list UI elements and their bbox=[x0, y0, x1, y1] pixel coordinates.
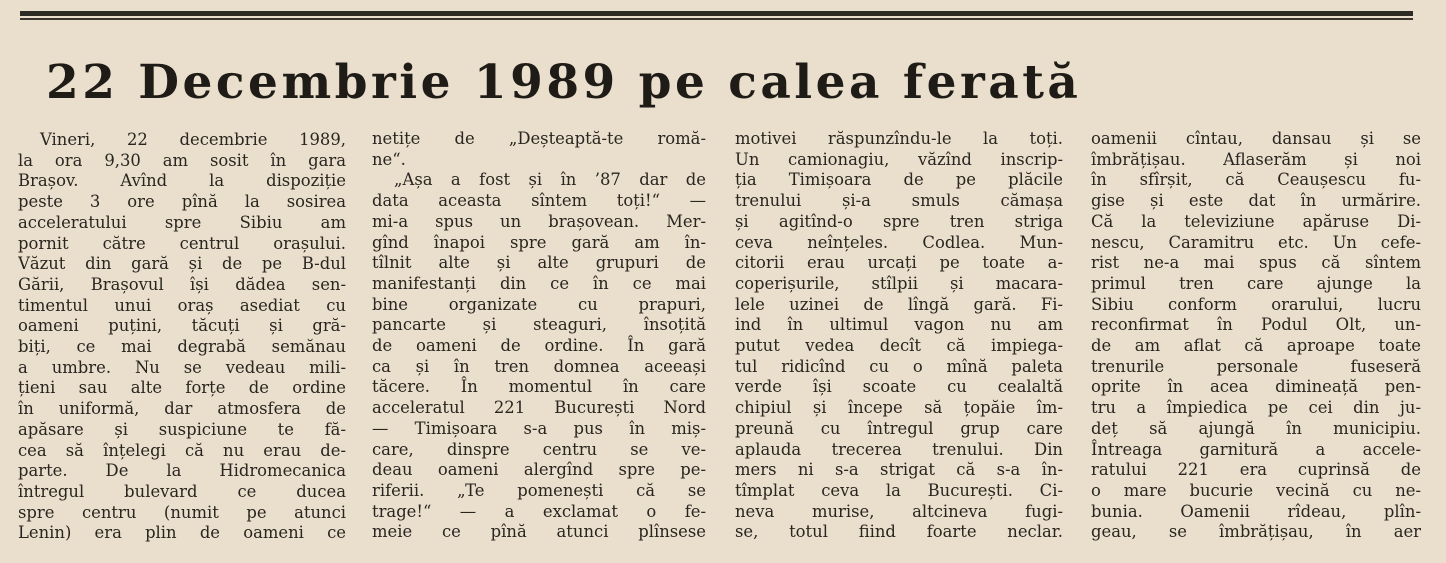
article-text-line: tru a împiedica pe cei din ju- bbox=[1091, 398, 1421, 418]
article-text-line: în sfîrșit, că Ceaușescu fu- bbox=[1091, 170, 1421, 190]
article-text-line: gise și este dat în urmărire. bbox=[1091, 191, 1421, 211]
article-text-line: ția Timișoara de pe plăcile bbox=[735, 170, 1063, 190]
article-text-line: oamenii cîntau, dansau și se bbox=[1091, 129, 1421, 148]
article-text-line: ratului 221 era cuprinsă de bbox=[1091, 460, 1421, 480]
article-text-line: tul ridicînd cu o mînă paleta bbox=[735, 356, 1063, 376]
article-text-line: primul tren care ajunge la bbox=[1091, 273, 1421, 293]
article-text-line: trenurile personale fuseseră bbox=[1091, 356, 1421, 376]
article-text-line: „Așa a fost și în ’87 dar de bbox=[394, 170, 706, 190]
article-text-line: — Timișoara s-a pus în miș- bbox=[372, 418, 706, 438]
article-text-line: de am aflat că aproape toate bbox=[1091, 336, 1421, 356]
article-text-line: mi-a spus un brașovean. Mer- bbox=[372, 211, 706, 231]
article-column-1 bbox=[18, 130, 346, 563]
article-text-line: întregul bulevard ce ducea bbox=[18, 481, 346, 501]
article-column-4 bbox=[1091, 129, 1421, 562]
article-text-line: a umbre. Nu se vedeau mili- bbox=[18, 357, 346, 377]
article-headline: 22 Decembrie 1989 pe calea ferată bbox=[46, 55, 1082, 110]
article-text-line: neva murise, altcineva fugi- bbox=[735, 501, 1063, 521]
article-text-line: netițe de „Deșteaptă-te romă- bbox=[372, 129, 706, 148]
article-text-line: meie ce pînă atunci plînsese bbox=[372, 522, 706, 542]
article-text-line: trenului și-a smuls cămașa bbox=[735, 191, 1063, 211]
article-text-line: care, dinspre centru se ve- bbox=[372, 439, 706, 459]
article-text-line: ca și în tren domnea aceeași bbox=[372, 356, 706, 376]
article-text-line: apăsare și suspiciune te fă- bbox=[18, 419, 346, 439]
article-text-line: îmbrățișau. Aflaserăm și noi bbox=[1091, 149, 1421, 169]
article-text-line: Un camionagiu, văzînd inscrip- bbox=[735, 149, 1063, 169]
article-text-line: țieni sau alte forțe de ordine bbox=[18, 378, 346, 398]
article-text-line: spre centru (numit pe atunci bbox=[18, 502, 346, 522]
header-rule-thin bbox=[20, 18, 1413, 20]
article-text-line: pancarte și steaguri, însoțită bbox=[372, 315, 706, 335]
header-rule-thick bbox=[20, 11, 1413, 16]
article-text-line: tîlnit alte și alte grupuri de bbox=[372, 253, 706, 273]
article-text-line: oameni puțini, tăcuți și gră- bbox=[18, 316, 346, 336]
article-text-line: se, totul fiind foarte neclar. bbox=[735, 522, 1063, 542]
article-text-line: citorii erau urcați pe toate a- bbox=[735, 253, 1063, 273]
article-text-line: putut vedea decît că impiega- bbox=[735, 336, 1063, 356]
article-text-line: la ora 9,30 am sosit în gara bbox=[18, 150, 346, 170]
article-text-line: chipiul și începe să țopăie îm- bbox=[735, 398, 1063, 418]
article-text-line: data aceasta sîntem toți!“ — bbox=[372, 191, 706, 211]
article-text-line: în uniformă, dar atmosfera de bbox=[18, 399, 346, 419]
article-text-line: gînd înapoi spre gară am în- bbox=[372, 232, 706, 252]
article-text-line: peste 3 ore pînă la sosirea bbox=[18, 192, 346, 212]
article-text-line: acceleratului spre Sibiu am bbox=[18, 212, 346, 232]
article-text-line: de oameni de ordine. În gară bbox=[372, 336, 706, 356]
article-text-line: reconfirmat în Podul Olt, un- bbox=[1091, 315, 1421, 335]
article-column-3 bbox=[735, 129, 1063, 562]
article-column-2 bbox=[372, 129, 706, 562]
article-text-line: Brașov. Avînd la dispoziție bbox=[18, 171, 346, 191]
article-text-line: ceva neînțeles. Codlea. Mun- bbox=[735, 232, 1063, 252]
article-text-line: Gării, Brașovul își dădea sen- bbox=[18, 274, 346, 294]
article-text-line: verde își scoate cu cealaltă bbox=[735, 377, 1063, 397]
article-text-line: Lenin) era plin de oameni ce bbox=[18, 523, 346, 543]
article-text-line: mers ni s-a strigat că s-a în- bbox=[735, 460, 1063, 480]
article-text-line: tîmplat ceva la București. Ci- bbox=[735, 480, 1063, 500]
article-text-line: biți, ce mai degrabă semănau bbox=[18, 337, 346, 357]
article-text-line: preună cu întregul grup care bbox=[735, 418, 1063, 438]
article-text-line: Văzut din gară și de pe B-dul bbox=[18, 254, 346, 274]
article-text-line: rist ne-a mai spus că sîntem bbox=[1091, 253, 1421, 273]
article-text-line: lele uzinei de lîngă gară. Fi- bbox=[735, 294, 1063, 314]
article-text-line: aplauda trecerea trenului. Din bbox=[735, 439, 1063, 459]
article-text-line: Vineri, 22 decembrie 1989, bbox=[40, 130, 346, 149]
article-text-line: ne“. bbox=[372, 149, 406, 169]
article-text-line: ind în ultimul vagon nu am bbox=[735, 315, 1063, 335]
article-text-line: timentul unui oraș asediat cu bbox=[18, 295, 346, 315]
article-text-line: oprite în acea dimineață pen- bbox=[1091, 377, 1421, 397]
article-text-line: deau oameni alergînd spre pe- bbox=[372, 460, 706, 480]
article-text-line: coperișurile, stîlpii și macara- bbox=[735, 273, 1063, 293]
article-text-line: tăcere. În momentul în care bbox=[372, 377, 706, 397]
article-text-line: o mare bucurie vecină cu ne- bbox=[1091, 480, 1421, 500]
article-text-line: trage!“ — a exclamat o fe- bbox=[372, 501, 706, 521]
article-text-line: și agitînd-o spre tren striga bbox=[735, 211, 1063, 231]
article-text-line: Că la televiziune apăruse Di- bbox=[1091, 211, 1421, 231]
header-rule bbox=[20, 9, 1413, 22]
article-text-line: acceleratul 221 București Nord bbox=[372, 398, 706, 418]
article-text-line: bunia. Oamenii rîdeau, plîn- bbox=[1091, 501, 1421, 521]
article-text-line: geau, se îmbrățișau, în aer bbox=[1091, 522, 1421, 542]
article-text-line: manifestanți din ce în ce mai bbox=[372, 273, 706, 293]
article-text-line: nescu, Caramitru etc. Un cefe- bbox=[1091, 232, 1421, 252]
article-text-line: parte. De la Hidromecanica bbox=[18, 461, 346, 481]
article-text-line: motivei răspunzîndu-le la toți. bbox=[735, 129, 1063, 148]
article-text-line: pornit către centrul orașului. bbox=[18, 233, 346, 253]
article-text-line: deț să ajungă în municipiu. bbox=[1091, 418, 1421, 438]
article-text-line: riferii. „Te pomenești că se bbox=[372, 480, 706, 500]
article-text-line: cea să înțelegi că nu erau de- bbox=[18, 440, 346, 460]
article-text-line: Întreaga garnitură a accele- bbox=[1091, 439, 1421, 459]
article-text-line: bine organizate cu prapuri, bbox=[372, 294, 706, 314]
article-text-line: Sibiu conform orarului, lucru bbox=[1091, 294, 1421, 314]
